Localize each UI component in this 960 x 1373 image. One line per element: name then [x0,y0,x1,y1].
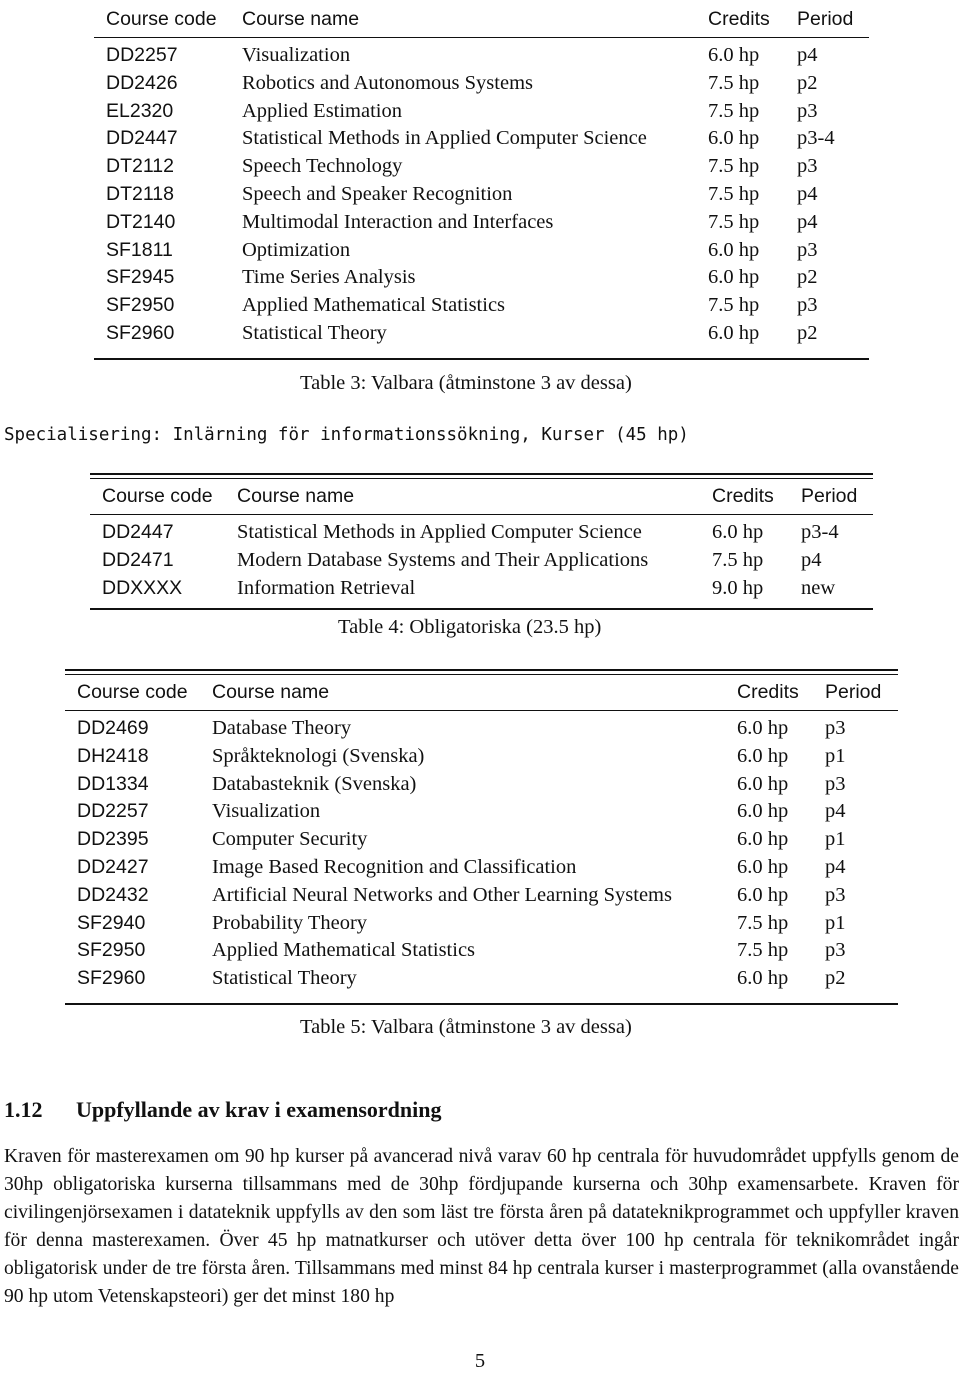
header-rule [94,37,869,38]
table-body [90,519,873,602]
table-row [94,125,869,153]
header-course-code: Course code [77,681,188,703]
page-number: 5 [474,1350,486,1372]
table-row [94,264,869,292]
period-cell: p3-4 [801,521,839,543]
table-row [94,292,869,320]
course-name-cell: Image Based Recognition and Classification [212,855,577,878]
course-code-cell: DT2118 [106,182,174,205]
header-credits: Credits [737,681,799,703]
credits-cell: 7.5 hp [737,939,789,962]
table-4 [90,473,873,610]
credits-cell: 6.0 hp [737,800,789,823]
header-course-code: Course code [102,485,213,507]
course-name-cell: Statistical Theory [242,321,387,344]
credits-cell: 7.5 hp [708,210,760,233]
course-code-cell: DH2418 [77,744,149,767]
course-name-cell: Statistical Theory [212,967,357,990]
period-cell: p1 [825,911,846,934]
period-cell: p2 [797,321,818,344]
course-code-cell: DD2426 [106,71,178,94]
course-name-cell: Information Retrieval [237,576,416,599]
credits-cell: 7.5 hp [708,155,760,178]
credits-cell: 7.5 hp [708,294,760,317]
course-code-cell: SF2940 [77,911,146,934]
table-row [94,153,869,181]
header-course-code: Course code [106,8,217,30]
period-cell: p3 [825,883,846,906]
table-row [65,826,898,854]
period-cell: p4 [825,800,846,823]
course-name-cell: Modern Database Systems and Their Applications [237,548,649,571]
course-code-cell: SF2950 [106,294,175,317]
table-row [90,575,873,603]
table-5-caption: Table 5: Valbara (åtminstone 3 av dessa) [300,1016,632,1038]
course-code-cell: DD2257 [77,800,149,823]
credits-cell: 6.0 hp [737,772,789,795]
table-header-row [65,677,898,707]
credits-cell: 7.5 hp [708,71,760,94]
credits-cell: 6.0 hp [708,127,760,150]
course-name-cell: Statistical Methods in Applied Computer Science [237,521,642,543]
header-course-name: Course name [242,8,360,30]
period-cell: p2 [797,71,818,94]
specialisation-heading: Specialisering: Inlärning för informationssökning, Kurser (45 hp) [4,425,689,445]
credits-cell: 6.0 hp [737,967,789,990]
table-row [94,181,869,209]
table-row [94,98,869,126]
course-code-cell: DD1334 [77,772,149,795]
header-credits: Credits [712,485,774,507]
header-period: Period [801,485,858,507]
credits-cell: 6.0 hp [708,44,760,66]
course-code-cell: DD2432 [77,883,149,906]
course-name-cell: Statistical Methods in Applied Computer Science [242,127,647,150]
credits-cell: 7.5 hp [712,548,764,571]
course-name-cell: Applied Estimation [242,99,402,122]
period-cell: p3 [797,99,818,122]
course-name-cell: Artificial Neural Networks and Other Learning Systems [212,883,672,906]
table-row [65,910,898,938]
period-cell: p3 [825,717,846,739]
credits-cell: 9.0 hp [712,576,764,599]
credits-cell: 7.5 hp [708,99,760,122]
bottom-rule [90,608,873,610]
header-period: Period [825,681,882,703]
course-name-cell: Applied Mathematical Statistics [242,294,506,317]
table-row [65,854,898,882]
course-code-cell: SF2950 [77,939,146,962]
table-header-row [90,481,873,511]
course-name-cell: Probability Theory [212,911,368,934]
course-code-cell: DD2257 [106,44,178,66]
section-title: Uppfyllande av krav i examensordning [76,1097,442,1122]
header-course-name: Course name [212,681,330,703]
course-name-cell: Speech and Speaker Recognition [242,182,513,205]
course-name-cell: Visualization [242,44,351,66]
course-code-cell: DT2140 [106,210,176,233]
bottom-rule [94,358,869,360]
credits-cell: 6.0 hp [708,266,760,289]
period-cell: p1 [825,744,846,767]
table-body [65,715,898,993]
period-cell: p2 [825,967,846,990]
course-name-cell: Time Series Analysis [242,266,416,289]
table-header-row [94,4,869,34]
top-rule [65,669,898,671]
table-row [65,715,898,743]
period-cell: p3 [797,155,818,178]
course-name-cell: Speech Technology [242,155,403,178]
period-cell: p3-4 [797,127,835,150]
course-code-cell: DD2395 [77,828,149,851]
credits-cell: 6.0 hp [737,744,789,767]
course-name-cell: Computer Security [212,828,368,851]
header-rule [65,710,898,711]
period-cell: p4 [797,44,818,66]
course-code-cell: SF2945 [106,266,175,289]
top-rule [90,473,873,475]
credits-cell: 6.0 hp [708,238,760,261]
table-row [65,771,898,799]
credits-cell: 6.0 hp [737,855,789,878]
table-row [65,882,898,910]
table-3-caption: Table 3: Valbara (åtminstone 3 av dessa) [300,372,632,394]
course-code-cell: DDXXXX [102,576,183,599]
period-cell: p4 [797,210,818,233]
credits-cell: 7.5 hp [737,911,789,934]
credits-cell: 6.0 hp [737,717,789,739]
section-number: 1.12 [4,1097,43,1122]
period-cell: p2 [797,266,818,289]
table-row [90,547,873,575]
course-code-cell: EL2320 [106,99,174,122]
period-cell: p1 [825,828,846,851]
course-name-cell: Språkteknologi (Svenska) [212,744,425,767]
header-period: Period [797,8,854,30]
course-code-cell: DD2469 [77,717,149,739]
header-credits: Credits [708,8,770,30]
course-code-cell: SF2960 [106,321,175,344]
course-code-cell: SF2960 [77,967,146,990]
period-cell: p3 [825,772,846,795]
course-code-cell: DT2112 [106,155,174,178]
course-name-cell: Optimization [242,238,351,261]
body-paragraph: Kraven för masterexamen om 90 hp kurser på avancerad nivå varav 60 hp centrala för huvudområdet uppfylls genom de 30hp obligatoriska kurserna tillsammans med de 30hp fördjupande kurserna och 30hp examensarbete. Kraven för civilingenjörsexamen i datateknik uppfylls av den som läst tre första åren på datateknikprogrammet och uppfyller kraven för denna masterexamen. Över 45 hp matnatkurser och utöver detta över 100 hp centrala för teknikområdet ingår obligatorisk under de tre första åren. Tillsammans med minst 84 hp centrala kurser i masterprogrammet (alla ovanstående 90 hp utom Vetenskapsteori) ger det minst 180 hp [4,1146,959,1307]
table-row [65,743,898,771]
course-name-cell: Robotics and Autonomous Systems [242,71,534,94]
course-code-cell: DD2427 [77,855,149,878]
section-heading [4,1097,442,1123]
table-row [65,965,898,993]
period-cell: p4 [797,182,818,205]
credits-cell: 7.5 hp [708,182,760,205]
table-row [90,519,873,547]
table-4-caption: Table 4: Obligatoriska (23.5 hp) [338,616,602,638]
course-name-cell: Databasteknik (Svenska) [212,772,417,795]
credits-cell: 6.0 hp [712,521,764,543]
credits-cell: 6.0 hp [708,321,760,344]
period-cell: new [801,576,836,599]
table-row [65,937,898,965]
header-course-name: Course name [237,485,355,507]
period-cell: p4 [825,855,846,878]
course-code-cell: DD2447 [102,521,174,543]
period-cell: p3 [797,238,818,261]
course-code-cell: SF1811 [106,238,173,261]
course-name-cell: Visualization [212,800,321,823]
table-row [94,70,869,98]
course-name-cell: Multimodal Interaction and Interfaces [242,210,554,233]
table-row [94,42,869,70]
table-row [94,209,869,237]
credits-cell: 6.0 hp [737,828,789,851]
table-row [65,798,898,826]
bottom-rule [65,1003,898,1005]
course-code-cell: DD2471 [102,548,174,571]
top-rule-inner [65,674,898,675]
table-row [94,320,869,348]
top-rule-inner [90,478,873,479]
period-cell: p3 [797,294,818,317]
table-body [94,42,869,348]
header-rule [90,514,873,515]
credits-cell: 6.0 hp [737,883,789,906]
table-5 [65,669,898,1005]
course-code-cell: DD2447 [106,127,178,150]
table-row [94,237,869,265]
period-cell: p4 [801,548,822,571]
course-name-cell: Applied Mathematical Statistics [212,939,476,962]
period-cell: p3 [825,939,846,962]
table-3 [94,2,869,360]
course-name-cell: Database Theory [212,717,352,739]
